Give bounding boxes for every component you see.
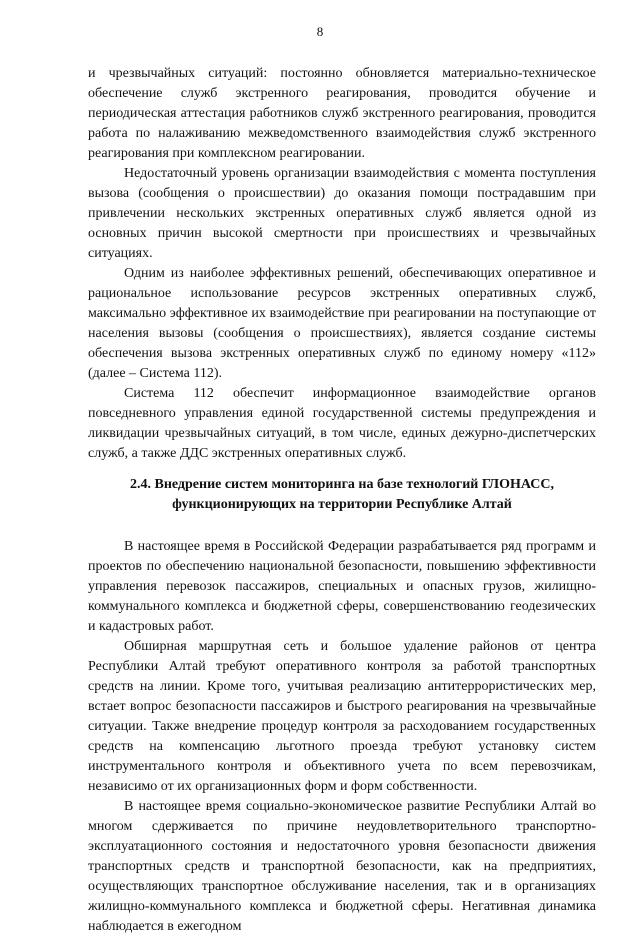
section-heading [88,475,596,515]
section-heading-line-2: функционирующих на территории Республике Алтай [172,497,512,512]
section-spacer [88,528,596,537]
paragraph-system-112-creation: Одним из наиболее эффективных решений, обеспечивающих оперативное и рациональное использование ресурсов экстренных оперативных служб, максимально эффективное их взаимодействие при реагировании на поступающие от населения вызовы (сообщения о происшествиях), является создание системы обеспечения вызова экстренных оперативных служб по единому номеру «112» (далее – Система 112). [88,266,596,381]
paragraph-route-network: Обширная маршрутная сеть и большое удаление районов от центра Республики Алтай требуют оперативного контроля за работой транспортных средств на линии. Кроме того, учитывая реализацию антитеррористических мер, встает вопрос безопасности пассажиров и быстрого реагирования на чрезвычайные ситуации. Также внедрение процедур контроля за расходованием государственных средств на компенсацию льготного проезда требуют установку систем инструментального контроля и объективного учета по всем перевозчикам, независимо от их организационных форм и форм собственности. [88,639,596,794]
paragraph-continuation: и чрезвычайных ситуаций: постоянно обновляется материально-техническое обеспечение служб экстренного реагирования, проводится обучение и периодическая аттестация работников служб экстренного реагирования, проводится работа по налаживанию межведомственного взаимодействия служб экстренного реагирования при комплексном реагировании. [88,66,596,161]
paragraph-federal-programs: В настоящее время в Российской Федерации разрабатывается ряд программ и проектов по обеспечению национальной безопасности, повышению эффективности управления перевозок пассажиров, специальных и опасных грузов, жилищно-коммунального комплекса и бюджетной сферы, совершенствованию геодезических и кадастровых работ. [88,539,596,634]
page-content [88,64,596,937]
paragraph-socio-economic: В настоящее время социально-экономическое развитие Республики Алтай во многом сдерживается по причине неудовлетворительного транспортно-эксплуатационного состояния и недостаточного уровня безопасности движения транспортных средств и транспортной безопасности, как на предприятиях, осуществляющих транспортное обслуживание населения, так и в организациях жилищно-коммунального комплекса и бюджетной сферы. Негативная динамика наблюдается в ежегодном [88,799,596,934]
section-heading-line-1: 2.4. Внедрение систем мониторинга на базе технологий ГЛОНАСС, [129,477,555,492]
paragraph-interaction-level: Недостаточный уровень организации взаимодействия с момента поступления вызова (сообщения о происшествии) до оказания помощи пострадавшим при привлечении нескольких экстренных оперативных служб является одной из основных причин высокой смертности при происшествиях и чрезвычайных ситуациях. [88,166,596,261]
page-number: 8 [316,24,324,39]
paragraph-system-112-interaction: Система 112 обеспечит информационное взаимодействие органов повседневного управления единой государственной системы предупреждения и ликвидации чрезвычайных ситуаций, в том числе, единых дежурно-диспетчерских служб, а также ДДС экстренных оперативных служб. [88,386,596,461]
